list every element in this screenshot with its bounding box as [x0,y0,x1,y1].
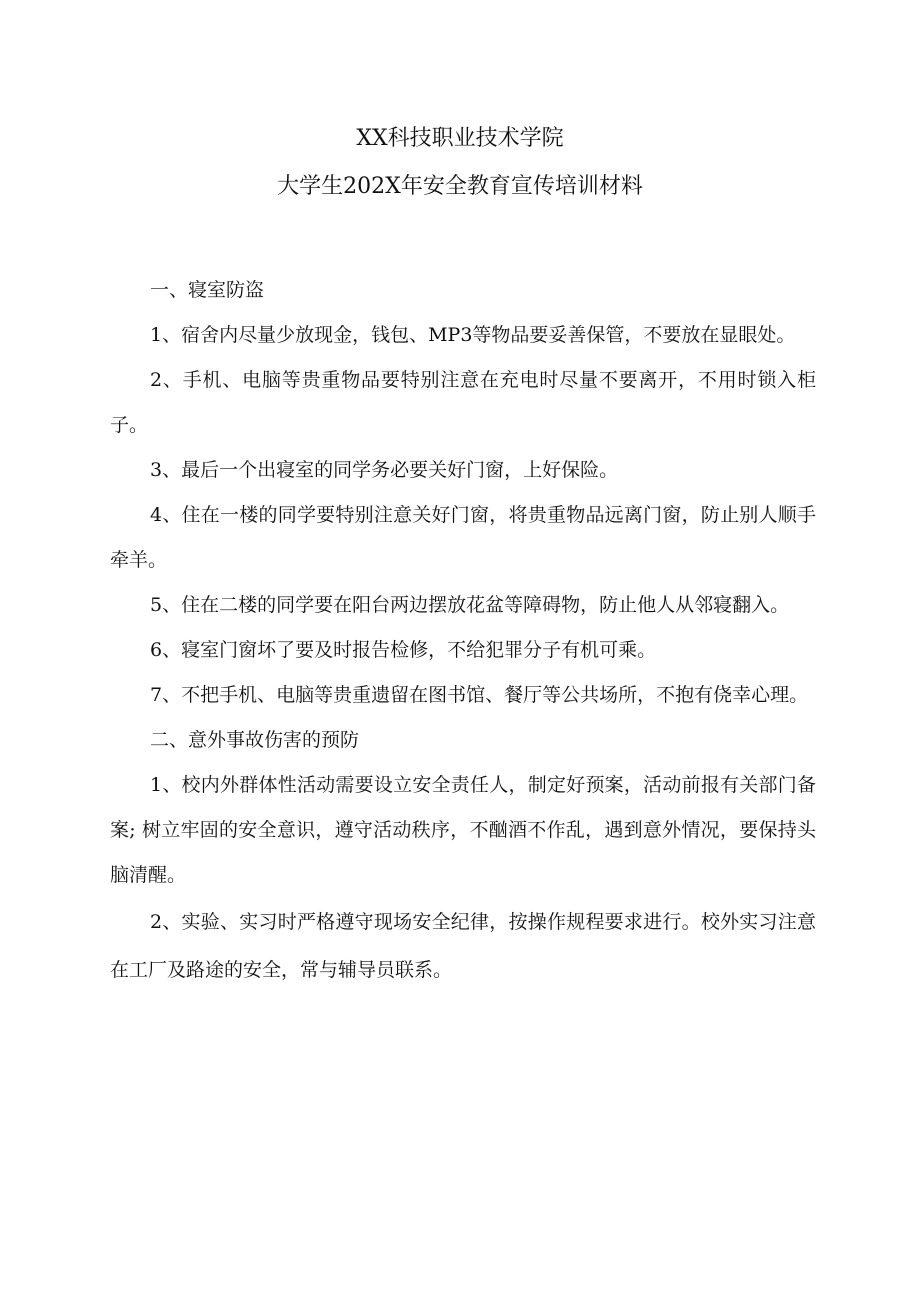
dorm-theft-item-4: 4、住在一楼的同学要特别注意关好门窗，将贵重物品远离门窗，防止别人顺手牵羊。 [110,504,816,571]
section-heading-dorm-theft: 一、寝室防盗 [150,279,265,301]
dorm-theft-item-5: 5、住在二楼的同学要在阳台两边摆放花盆等障碍物，防止他人从邻寝翻入。 [150,594,790,616]
dorm-theft-item-3: 3、最后一个出寝室的同学务必要关好门窗，上好保险。 [150,459,619,481]
document-body [110,268,816,994]
document-title-school: XX科技职业技术学院 [356,126,564,151]
section-heading-accident-prevention: 二、意外事故伤害的预防 [150,729,360,751]
accident-prevention-item-2: 2、实验、实习时严格遵守现场安全纪律，按操作规程要求进行。校外实习注意在工厂及路途的安全，常与辅导员联系。 [110,911,816,981]
dorm-theft-item-7: 7、不把手机、电脑等贵重遗留在图书馆、餐厅等公共场所，不抱有侥幸心理。 [150,684,809,706]
accident-prevention-item-1: 1、校内外群体性活动需要设立安全责任人，制定好预案，活动前报有关部门备案; 树立牢固的安全意识，遵守活动秩序，不酗酒不作乱，遇到意外情况，要保持头脑清醒。 [110,774,816,886]
dorm-theft-item-1: 1、宿舍内尽量少放现金，钱包、MP3等物品要妥善保管，不要放在显眼处。 [150,324,796,346]
dorm-theft-item-2: 2、手机、电脑等贵重物品要特别注意在充电时尽量不要离开，不用时锁入柜子。 [110,369,816,436]
dorm-theft-item-6: 6、寝室门窗坏了要及时报告检修，不给犯罪分子有机可乘。 [150,639,657,661]
document-title-subject: 大学生202X年安全教育宣传培训材料 [277,174,643,199]
